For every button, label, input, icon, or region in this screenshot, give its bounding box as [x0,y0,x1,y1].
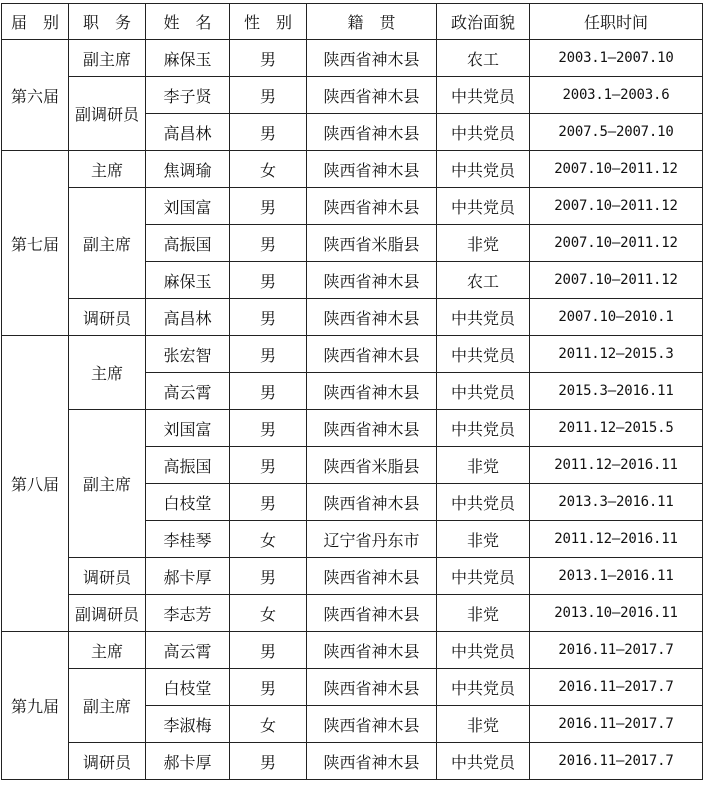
tenure-cell: 2013.10—2016.11 [530,595,703,632]
header-tenure: 任职时间 [530,4,703,40]
gender-cell: 男 [230,262,307,299]
tenure-cell: 2016.11—2017.7 [530,669,703,706]
tenure-cell: 2011.12—2015.5 [530,410,703,447]
politics-cell: 非党 [437,521,530,558]
politics-cell: 农工 [437,262,530,299]
name-cell: 高昌林 [146,114,230,151]
name-cell: 郝卡厚 [146,743,230,780]
table-row [2,77,703,114]
gender-cell: 女 [230,706,307,743]
politics-cell: 中共党员 [437,114,530,151]
name-cell: 李桂琴 [146,521,230,558]
table-row [2,40,703,77]
header-gender: 性 别 [230,4,307,40]
name-cell: 李志芳 [146,595,230,632]
origin-cell: 陕西省神木县 [307,558,437,595]
table-row [2,299,703,336]
tenure-cell: 2007.10—2011.12 [530,151,703,188]
term-cell: 第九届 [2,632,69,780]
origin-cell: 陕西省米脂县 [307,225,437,262]
origin-cell: 陕西省神木县 [307,410,437,447]
name-cell: 高昌林 [146,299,230,336]
position-cell: 调研员 [69,743,146,780]
name-cell: 张宏智 [146,336,230,373]
name-cell: 郝卡厚 [146,558,230,595]
table-header [2,4,703,40]
politics-cell: 非党 [437,225,530,262]
gender-cell: 男 [230,114,307,151]
gender-cell: 男 [230,40,307,77]
name-cell: 白枝堂 [146,484,230,521]
origin-cell: 陕西省神木县 [307,114,437,151]
gender-cell: 男 [230,669,307,706]
position-cell: 主席 [69,336,146,410]
politics-cell: 中共党员 [437,410,530,447]
header-name: 姓 名 [146,4,230,40]
gender-cell: 男 [230,336,307,373]
gender-cell: 女 [230,595,307,632]
term-cell: 第七届 [2,151,69,336]
gender-cell: 男 [230,373,307,410]
gender-cell: 男 [230,743,307,780]
politics-cell: 非党 [437,447,530,484]
table-row [2,595,703,632]
politics-cell: 非党 [437,706,530,743]
position-cell: 调研员 [69,558,146,595]
position-cell: 调研员 [69,299,146,336]
position-cell: 副主席 [69,40,146,77]
origin-cell: 陕西省神木县 [307,743,437,780]
table-row [2,410,703,447]
origin-cell: 陕西省神木县 [307,669,437,706]
origin-cell: 陕西省神木县 [307,595,437,632]
gender-cell: 男 [230,225,307,262]
politics-cell: 中共党员 [437,299,530,336]
position-cell: 副主席 [69,410,146,558]
origin-cell: 陕西省神木县 [307,40,437,77]
tenure-cell: 2011.12—2016.11 [530,447,703,484]
origin-cell: 陕西省神木县 [307,484,437,521]
politics-cell: 农工 [437,40,530,77]
name-cell: 刘国富 [146,188,230,225]
politics-cell: 中共党员 [437,743,530,780]
origin-cell: 陕西省神木县 [307,299,437,336]
tenure-cell: 2007.10—2011.12 [530,225,703,262]
origin-cell: 陕西省神木县 [307,706,437,743]
name-cell: 刘国富 [146,410,230,447]
table-row [2,743,703,780]
tenure-cell: 2015.3—2016.11 [530,373,703,410]
gender-cell: 女 [230,151,307,188]
politics-cell: 中共党员 [437,669,530,706]
gender-cell: 男 [230,299,307,336]
name-cell: 李子贤 [146,77,230,114]
position-cell: 副主席 [69,669,146,743]
tenure-cell: 2007.10—2010.1 [530,299,703,336]
politics-cell: 中共党员 [437,77,530,114]
name-cell: 麻保玉 [146,40,230,77]
origin-cell: 陕西省神木县 [307,632,437,669]
politics-cell: 非党 [437,595,530,632]
header-politics: 政治面貌 [437,4,530,40]
table-row [2,669,703,706]
position-cell: 副主席 [69,188,146,299]
position-cell: 副调研员 [69,595,146,632]
tenure-cell: 2016.11—2017.7 [530,706,703,743]
table-row [2,151,703,188]
name-cell: 焦调瑜 [146,151,230,188]
tenure-cell: 2011.12—2015.3 [530,336,703,373]
origin-cell: 陕西省神木县 [307,336,437,373]
politics-cell: 中共党员 [437,558,530,595]
position-cell: 主席 [69,151,146,188]
origin-cell: 陕西省神木县 [307,262,437,299]
tenure-cell: 2013.1—2016.11 [530,558,703,595]
politics-cell: 中共党员 [437,151,530,188]
header-row [2,4,703,40]
gender-cell: 男 [230,632,307,669]
tenure-cell: 2007.5—2007.10 [530,114,703,151]
gender-cell: 男 [230,410,307,447]
leadership-table [1,3,703,780]
tenure-cell: 2011.12—2016.11 [530,521,703,558]
gender-cell: 男 [230,188,307,225]
table-body [2,40,703,780]
name-cell: 高云霄 [146,632,230,669]
tenure-cell: 2013.3—2016.11 [530,484,703,521]
origin-cell: 陕西省神木县 [307,77,437,114]
position-cell: 副调研员 [69,77,146,151]
table-row [2,188,703,225]
name-cell: 高振国 [146,225,230,262]
tenure-cell: 2007.10—2011.12 [530,188,703,225]
gender-cell: 男 [230,77,307,114]
origin-cell: 陕西省神木县 [307,188,437,225]
politics-cell: 中共党员 [437,632,530,669]
origin-cell: 辽宁省丹东市 [307,521,437,558]
tenure-cell: 2007.10—2011.12 [530,262,703,299]
origin-cell: 陕西省神木县 [307,151,437,188]
tenure-cell: 2016.11—2017.7 [530,743,703,780]
politics-cell: 中共党员 [437,188,530,225]
header-origin: 籍 贯 [307,4,437,40]
term-cell: 第八届 [2,336,69,632]
tenure-cell: 2003.1—2003.6 [530,77,703,114]
header-term: 届 别 [2,4,69,40]
tenure-cell: 2003.1—2007.10 [530,40,703,77]
name-cell: 高振国 [146,447,230,484]
table-row [2,558,703,595]
politics-cell: 中共党员 [437,373,530,410]
origin-cell: 陕西省米脂县 [307,447,437,484]
table-row [2,336,703,373]
gender-cell: 女 [230,521,307,558]
name-cell: 白枝堂 [146,669,230,706]
name-cell: 麻保玉 [146,262,230,299]
politics-cell: 中共党员 [437,484,530,521]
politics-cell: 中共党员 [437,336,530,373]
gender-cell: 男 [230,484,307,521]
name-cell: 高云霄 [146,373,230,410]
gender-cell: 男 [230,558,307,595]
term-cell: 第六届 [2,40,69,151]
origin-cell: 陕西省神木县 [307,373,437,410]
header-position: 职 务 [69,4,146,40]
position-cell: 主席 [69,632,146,669]
table-row [2,632,703,669]
gender-cell: 男 [230,447,307,484]
tenure-cell: 2016.11—2017.7 [530,632,703,669]
name-cell: 李淑梅 [146,706,230,743]
